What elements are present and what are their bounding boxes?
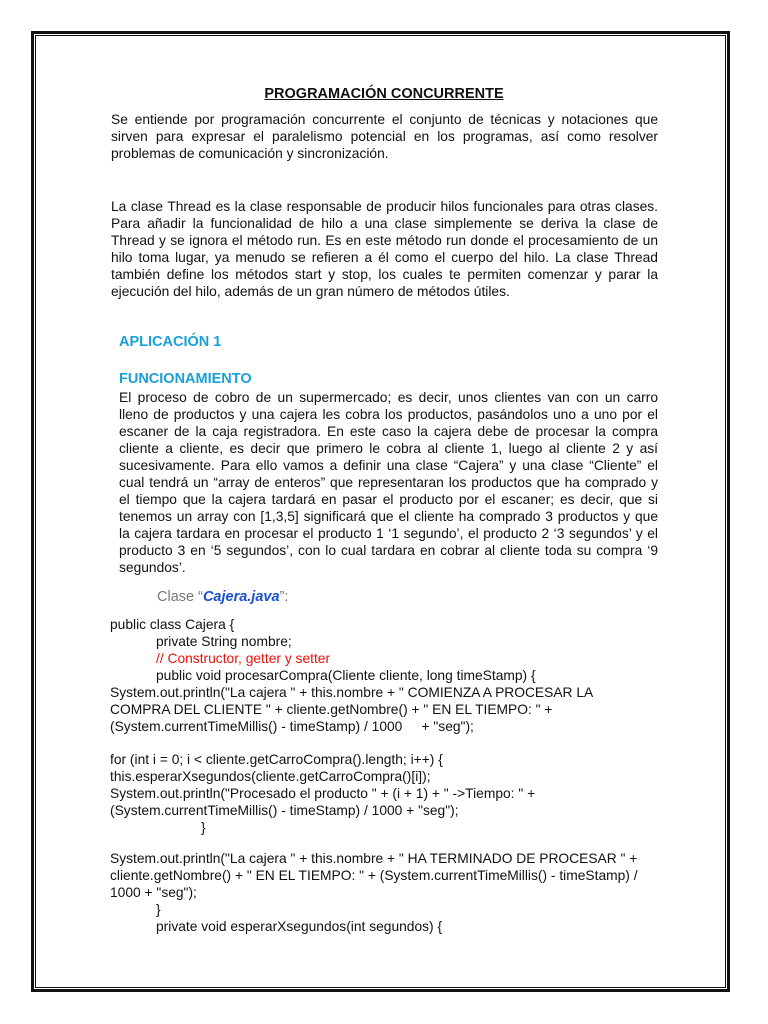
code-line: COMPRA DEL CLIENTE " + cliente.getNombre() + " EN EL TIEMPO: " + xyxy=(110,702,553,717)
code-line: (System.currentTimeMillis() - timeStamp) / 1000 + "seg"); xyxy=(110,719,474,734)
application-heading: APLICACIÓN 1 xyxy=(119,334,222,350)
func-line: cliente a cliente, es decir que primero le cobra al cliente 1, luego al cliente 2 y así xyxy=(119,441,658,456)
func-line: producto 3 en ‘5 segundos’, con lo cual tardara en cobrar al cliente toda su compra ‘9 xyxy=(119,543,658,558)
func-line: la cajera tardara en procesar el producto 1 ‘1 segundo’, el producto 2 ‘3 segundos’ y el xyxy=(119,526,658,541)
code-line: System.out.println("La cajera " + this.nombre + " COMIENZA A PROCESAR LA xyxy=(110,685,594,700)
func-line: El proceso de cobro de un supermercado; es decir, unos clientes van con un carro xyxy=(119,390,658,405)
func-line: el tiempo que la cajera tardará en pasar el producto por el escaner; es decir, que si xyxy=(119,492,658,507)
thread-line: Para añadir la funcionalidad de hilo a una clase simplemente se deriva la clase de xyxy=(111,216,658,231)
thread-line: La clase Thread es la clase responsable de producir hilos funcionales para otras clases. xyxy=(111,199,658,214)
page-title: PROGRAMACIÓN CONCURRENTE xyxy=(264,86,504,102)
code-line: private void esperarXsegundos(int segundos) { xyxy=(156,919,443,934)
thread-line: Thread y se ignora el método run. Es en este método run donde el procesamiento de un xyxy=(111,233,658,248)
thread-line: también define los métodos start y stop, los cuales te permiten comenzar y parar la xyxy=(111,267,658,282)
class-label-suffix: ”: xyxy=(279,589,289,605)
func-line: segundos’. xyxy=(119,560,186,575)
intro-line: problemas de comunicación y sincronización. xyxy=(111,146,389,161)
code-line: System.out.println("La cajera " + this.nombre + " HA TERMINADO DE PROCESAR " + xyxy=(110,851,638,866)
intro-line: sirven para expresar el paralelismo potencial en los programas, así como resolver xyxy=(111,129,658,144)
func-line: cual tendrá un “array de enteros” que representaran los productos que ha comprado y xyxy=(119,475,658,490)
code-line: this.esperarXsegundos(cliente.getCarroCompra()[i]); xyxy=(110,769,431,784)
class-label xyxy=(157,589,288,606)
code-line: } xyxy=(201,820,206,835)
code-line: (System.currentTimeMillis() - timeStamp) / 1000 + "seg"); xyxy=(110,803,459,818)
thread-line: hilo toma lugar, ya menudo se refieren a él como el cuerpo del hilo. La clase Thread xyxy=(111,250,658,265)
code-line: public void procesarCompra(Cliente cliente, long timeStamp) { xyxy=(156,668,536,683)
class-name: Cajera.java xyxy=(202,589,280,605)
functioning-heading: FUNCIONAMIENTO xyxy=(119,371,252,387)
code-comment: // Constructor, getter y setter xyxy=(156,651,331,666)
func-line: sucesivamente. Para ello vamos a definir una clase “Cajera” y una clase “Cliente” el xyxy=(119,458,658,473)
code-line: 1000 + "seg"); xyxy=(110,885,197,900)
code-line: } xyxy=(156,902,161,917)
code-line: public class Cajera { xyxy=(110,617,235,632)
code-line: for (int i = 0; i < cliente.getCarroCompra().length; i++) { xyxy=(110,752,443,767)
class-label-prefix: Clase “ xyxy=(157,589,203,605)
intro-line: Se entiende por programación concurrente el conjunto de técnicas y notaciones que xyxy=(111,112,658,127)
code-line: private String nombre; xyxy=(156,634,292,649)
code-line: cliente.getNombre() + " EN EL TIEMPO: " + (System.currentTimeMillis() - timeStamp) / xyxy=(110,868,638,883)
thread-line: ejecución del hilo, además de un gran número de métodos útiles. xyxy=(111,284,510,299)
func-line: tenemos un array con [1,3,5] significará que el cliente ha comprado 3 productos y que xyxy=(119,509,658,524)
func-line: lleno de productos y una cajera les cobra los productos, pasándolos uno a uno por el xyxy=(119,407,658,422)
code-line: System.out.println("Procesado el producto " + (i + 1) + " ->Tiempo: " + xyxy=(110,786,536,801)
func-line: escaner de la caja registradora. En este caso la cajera debe de procesar la compra xyxy=(119,424,658,439)
